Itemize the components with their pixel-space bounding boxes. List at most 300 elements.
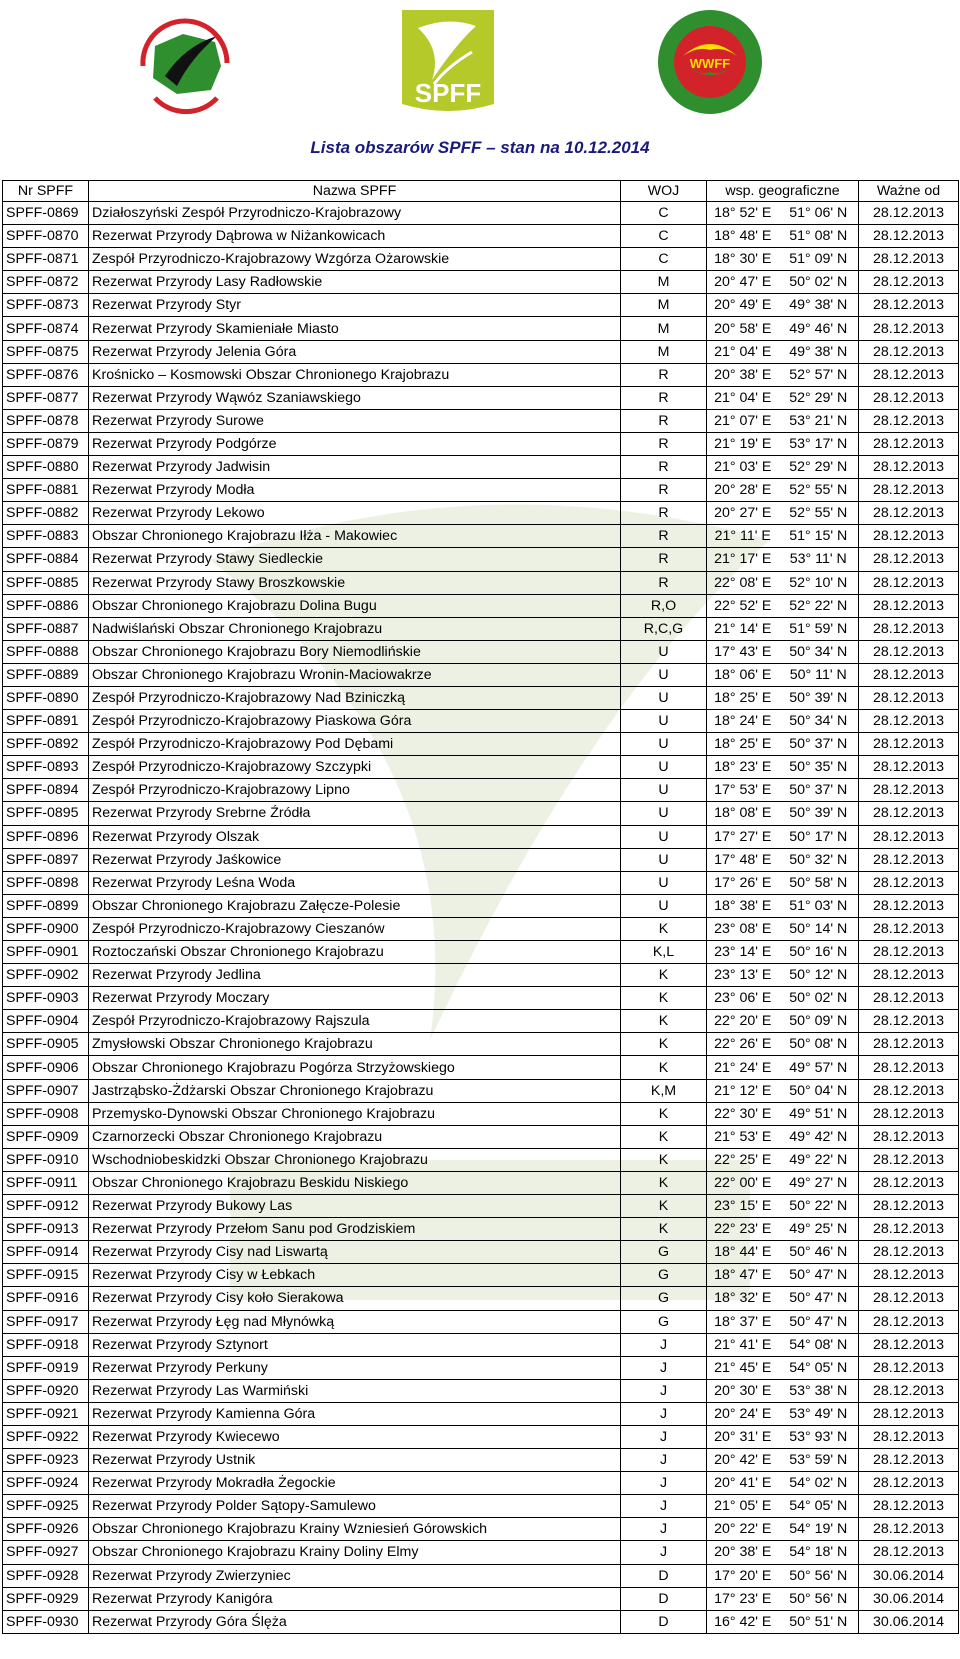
cell-longitude: 21° 03' E bbox=[707, 456, 779, 479]
cell-latitude: 54° 18' N bbox=[779, 1541, 859, 1564]
cell-name: Obszar Chronionego Krajobrazu Krainy Wzniesień Górowskich bbox=[89, 1518, 621, 1541]
cell-valid-from: 28.12.2013 bbox=[859, 871, 959, 894]
cell-woj: U bbox=[621, 686, 707, 709]
cell-woj: D bbox=[621, 1610, 707, 1633]
table-row bbox=[3, 640, 959, 663]
cell-longitude: 21° 17' E bbox=[707, 548, 779, 571]
cell-name: Jastrząbsko-Żdżarski Obszar Chronionego Krajobrazu bbox=[89, 1079, 621, 1102]
cell-name: Zespół Przyrodniczo-Krajobrazowy Pod Dębami bbox=[89, 733, 621, 756]
cell-longitude: 20° 38' E bbox=[707, 363, 779, 386]
cell-longitude: 18° 47' E bbox=[707, 1264, 779, 1287]
cell-latitude: 54° 05' N bbox=[779, 1495, 859, 1518]
cell-woj: J bbox=[621, 1449, 707, 1472]
cell-valid-from: 28.12.2013 bbox=[859, 1449, 959, 1472]
cell-latitude: 49° 46' N bbox=[779, 317, 859, 340]
table-row bbox=[3, 1564, 959, 1587]
table-row bbox=[3, 1033, 959, 1056]
cell-latitude: 53° 38' N bbox=[779, 1379, 859, 1402]
cell-latitude: 50° 11' N bbox=[779, 663, 859, 686]
cell-woj: R bbox=[621, 386, 707, 409]
cell-longitude: 23° 08' E bbox=[707, 917, 779, 940]
cell-valid-from: 28.12.2013 bbox=[859, 248, 959, 271]
cell-woj: U bbox=[621, 802, 707, 825]
cell-name: Rezerwat Przyrody Jadwisin bbox=[89, 456, 621, 479]
cell-latitude: 49° 22' N bbox=[779, 1148, 859, 1171]
cell-latitude: 52° 55' N bbox=[779, 479, 859, 502]
cell-latitude: 51° 15' N bbox=[779, 525, 859, 548]
cell-longitude: 18° 30' E bbox=[707, 248, 779, 271]
cell-valid-from: 28.12.2013 bbox=[859, 1171, 959, 1194]
cell-woj: M bbox=[621, 294, 707, 317]
cell-name: Rezerwat Przyrody Cisy koło Sierakowa bbox=[89, 1287, 621, 1310]
polish-club-flora-fauna-logo bbox=[125, 6, 245, 121]
cell-latitude: 51° 06' N bbox=[779, 202, 859, 225]
cell-longitude: 20° 49' E bbox=[707, 294, 779, 317]
cell-valid-from: 28.12.2013 bbox=[859, 1148, 959, 1171]
table-row bbox=[3, 571, 959, 594]
cell-name: Rezerwat Przyrody Ustnik bbox=[89, 1449, 621, 1472]
table-row bbox=[3, 1079, 959, 1102]
cell-longitude: 21° 14' E bbox=[707, 617, 779, 640]
cell-nr: SPFF-0871 bbox=[3, 248, 89, 271]
cell-valid-from: 28.12.2013 bbox=[859, 363, 959, 386]
cell-nr: SPFF-0892 bbox=[3, 733, 89, 756]
cell-valid-from: 28.12.2013 bbox=[859, 894, 959, 917]
table-row bbox=[3, 1195, 959, 1218]
cell-latitude: 49° 27' N bbox=[779, 1171, 859, 1194]
cell-valid-from: 28.12.2013 bbox=[859, 1033, 959, 1056]
cell-latitude: 50° 35' N bbox=[779, 756, 859, 779]
cell-latitude: 49° 38' N bbox=[779, 340, 859, 363]
cell-latitude: 50° 17' N bbox=[779, 825, 859, 848]
cell-latitude: 50° 56' N bbox=[779, 1587, 859, 1610]
cell-name: Rezerwat Przyrody Lekowo bbox=[89, 502, 621, 525]
cell-valid-from: 28.12.2013 bbox=[859, 710, 959, 733]
cell-valid-from: 28.12.2013 bbox=[859, 1518, 959, 1541]
cell-nr: SPFF-0916 bbox=[3, 1287, 89, 1310]
cell-woj: U bbox=[621, 871, 707, 894]
wwff-logo-text: WWFF bbox=[689, 56, 731, 71]
cell-longitude: 23° 13' E bbox=[707, 964, 779, 987]
cell-nr: SPFF-0922 bbox=[3, 1425, 89, 1448]
cell-latitude: 54° 19' N bbox=[779, 1518, 859, 1541]
page-title: Lista obszarów SPFF – stan na 10.12.2014 bbox=[310, 138, 650, 157]
table-row bbox=[3, 779, 959, 802]
cell-valid-from: 28.12.2013 bbox=[859, 640, 959, 663]
cell-name: Obszar Chronionego Krajobrazu Dolina Bugu bbox=[89, 594, 621, 617]
table-row bbox=[3, 1148, 959, 1171]
cell-woj: C bbox=[621, 248, 707, 271]
cell-latitude: 52° 29' N bbox=[779, 456, 859, 479]
cell-name: Rezerwat Przyrody Podgórze bbox=[89, 432, 621, 455]
cell-latitude: 50° 39' N bbox=[779, 686, 859, 709]
table-row bbox=[3, 1264, 959, 1287]
cell-latitude: 54° 08' N bbox=[779, 1333, 859, 1356]
cell-woj: G bbox=[621, 1310, 707, 1333]
spff-table bbox=[2, 180, 959, 1634]
table-row bbox=[3, 1610, 959, 1633]
cell-latitude: 53° 59' N bbox=[779, 1449, 859, 1472]
cell-latitude: 50° 47' N bbox=[779, 1264, 859, 1287]
cell-woj: K,L bbox=[621, 941, 707, 964]
cell-valid-from: 28.12.2013 bbox=[859, 686, 959, 709]
table-row bbox=[3, 271, 959, 294]
table-row bbox=[3, 294, 959, 317]
cell-name: Rezerwat Przyrody Skamieniałe Miasto bbox=[89, 317, 621, 340]
cell-woj: J bbox=[621, 1541, 707, 1564]
cell-woj: U bbox=[621, 756, 707, 779]
cell-valid-from: 28.12.2013 bbox=[859, 663, 959, 686]
cell-nr: SPFF-0898 bbox=[3, 871, 89, 894]
cell-name: Rezerwat Przyrody Jaśkowice bbox=[89, 848, 621, 871]
cell-latitude: 49° 51' N bbox=[779, 1102, 859, 1125]
column-header-nr: Nr SPFF bbox=[3, 181, 89, 202]
table-row bbox=[3, 848, 959, 871]
cell-latitude: 50° 04' N bbox=[779, 1079, 859, 1102]
cell-latitude: 54° 02' N bbox=[779, 1472, 859, 1495]
cell-woj: J bbox=[621, 1425, 707, 1448]
cell-latitude: 50° 47' N bbox=[779, 1287, 859, 1310]
cell-nr: SPFF-0920 bbox=[3, 1379, 89, 1402]
cell-latitude: 50° 02' N bbox=[779, 271, 859, 294]
table-row bbox=[3, 1125, 959, 1148]
cell-latitude: 50° 47' N bbox=[779, 1310, 859, 1333]
cell-nr: SPFF-0904 bbox=[3, 1010, 89, 1033]
cell-valid-from: 28.12.2013 bbox=[859, 571, 959, 594]
cell-latitude: 49° 38' N bbox=[779, 294, 859, 317]
cell-longitude: 21° 19' E bbox=[707, 432, 779, 455]
cell-valid-from: 28.12.2013 bbox=[859, 1425, 959, 1448]
cell-longitude: 17° 27' E bbox=[707, 825, 779, 848]
cell-woj: J bbox=[621, 1379, 707, 1402]
cell-valid-from: 28.12.2013 bbox=[859, 1472, 959, 1495]
cell-woj: R bbox=[621, 548, 707, 571]
cell-longitude: 23° 06' E bbox=[707, 987, 779, 1010]
cell-woj: G bbox=[621, 1241, 707, 1264]
cell-name: Rezerwat Przyrody Modła bbox=[89, 479, 621, 502]
table-row bbox=[3, 1379, 959, 1402]
cell-nr: SPFF-0912 bbox=[3, 1195, 89, 1218]
table-row bbox=[3, 248, 959, 271]
table-row bbox=[3, 756, 959, 779]
cell-nr: SPFF-0874 bbox=[3, 317, 89, 340]
cell-valid-from: 30.06.2014 bbox=[859, 1564, 959, 1587]
cell-valid-from: 28.12.2013 bbox=[859, 964, 959, 987]
cell-nr: SPFF-0886 bbox=[3, 594, 89, 617]
cell-longitude: 18° 38' E bbox=[707, 894, 779, 917]
cell-valid-from: 28.12.2013 bbox=[859, 756, 959, 779]
cell-name: Rezerwat Przyrody Cisy nad Liswartą bbox=[89, 1241, 621, 1264]
table-row bbox=[3, 1356, 959, 1379]
cell-woj: C bbox=[621, 225, 707, 248]
cell-name: Zespół Przyrodniczo-Krajobrazowy Cieszanów bbox=[89, 917, 621, 940]
cell-nr: SPFF-0881 bbox=[3, 479, 89, 502]
cell-woj: U bbox=[621, 640, 707, 663]
cell-valid-from: 28.12.2013 bbox=[859, 1402, 959, 1425]
cell-nr: SPFF-0901 bbox=[3, 941, 89, 964]
cell-nr: SPFF-0925 bbox=[3, 1495, 89, 1518]
cell-latitude: 51° 03' N bbox=[779, 894, 859, 917]
column-header-coordinates: wsp. geograficzne bbox=[707, 181, 859, 202]
cell-valid-from: 28.12.2013 bbox=[859, 1356, 959, 1379]
cell-valid-from: 28.12.2013 bbox=[859, 1495, 959, 1518]
cell-nr: SPFF-0878 bbox=[3, 409, 89, 432]
cell-longitude: 21° 45' E bbox=[707, 1356, 779, 1379]
cell-valid-from: 28.12.2013 bbox=[859, 987, 959, 1010]
cell-latitude: 52° 55' N bbox=[779, 502, 859, 525]
cell-latitude: 53° 11' N bbox=[779, 548, 859, 571]
cell-name: Rezerwat Przyrody Bukowy Las bbox=[89, 1195, 621, 1218]
cell-nr: SPFF-0907 bbox=[3, 1079, 89, 1102]
cell-valid-from: 28.12.2013 bbox=[859, 1541, 959, 1564]
cell-woj: U bbox=[621, 733, 707, 756]
cell-nr: SPFF-0930 bbox=[3, 1610, 89, 1633]
cell-nr: SPFF-0923 bbox=[3, 1449, 89, 1472]
cell-valid-from: 28.12.2013 bbox=[859, 1056, 959, 1079]
cell-latitude: 50° 09' N bbox=[779, 1010, 859, 1033]
table-row bbox=[3, 1449, 959, 1472]
cell-woj: J bbox=[621, 1356, 707, 1379]
cell-latitude: 50° 08' N bbox=[779, 1033, 859, 1056]
cell-nr: SPFF-0869 bbox=[3, 202, 89, 225]
cell-valid-from: 28.12.2013 bbox=[859, 432, 959, 455]
cell-valid-from: 28.12.2013 bbox=[859, 271, 959, 294]
cell-name: Zespół Przyrodniczo-Krajobrazowy Nad Bziniczką bbox=[89, 686, 621, 709]
wwff-logo bbox=[653, 6, 768, 118]
cell-valid-from: 28.12.2013 bbox=[859, 617, 959, 640]
cell-longitude: 16° 42' E bbox=[707, 1610, 779, 1633]
cell-longitude: 20° 47' E bbox=[707, 271, 779, 294]
cell-longitude: 17° 53' E bbox=[707, 779, 779, 802]
table-row bbox=[3, 317, 959, 340]
cell-woj: R,C,G bbox=[621, 617, 707, 640]
cell-name: Rezerwat Przyrody Styr bbox=[89, 294, 621, 317]
cell-latitude: 51° 59' N bbox=[779, 617, 859, 640]
cell-valid-from: 28.12.2013 bbox=[859, 594, 959, 617]
cell-name: Rezerwat Przyrody Przełom Sanu pod Grodziskiem bbox=[89, 1218, 621, 1241]
cell-nr: SPFF-0891 bbox=[3, 710, 89, 733]
cell-longitude: 22° 26' E bbox=[707, 1033, 779, 1056]
table-row bbox=[3, 432, 959, 455]
cell-nr: SPFF-0879 bbox=[3, 432, 89, 455]
cell-valid-from: 28.12.2013 bbox=[859, 917, 959, 940]
cell-longitude: 20° 28' E bbox=[707, 479, 779, 502]
cell-longitude: 22° 30' E bbox=[707, 1102, 779, 1125]
cell-longitude: 17° 23' E bbox=[707, 1587, 779, 1610]
cell-longitude: 23° 14' E bbox=[707, 941, 779, 964]
cell-valid-from: 28.12.2013 bbox=[859, 1287, 959, 1310]
cell-name: Wschodniobeskidzki Obszar Chronionego Krajobrazu bbox=[89, 1148, 621, 1171]
cell-longitude: 20° 41' E bbox=[707, 1472, 779, 1495]
cell-name: Rezerwat Przyrody Polder Sątopy-Samulewo bbox=[89, 1495, 621, 1518]
cell-latitude: 50° 22' N bbox=[779, 1195, 859, 1218]
table-row bbox=[3, 917, 959, 940]
cell-name: Rezerwat Przyrody Leśna Woda bbox=[89, 871, 621, 894]
cell-longitude: 22° 20' E bbox=[707, 1010, 779, 1033]
cell-nr: SPFF-0873 bbox=[3, 294, 89, 317]
cell-woj: K bbox=[621, 1148, 707, 1171]
cell-nr: SPFF-0927 bbox=[3, 1541, 89, 1564]
cell-name: Rezerwat Przyrody Srebrne Źródła bbox=[89, 802, 621, 825]
cell-name: Zespół Przyrodniczo-Krajobrazowy Wzgórza Ożarowskie bbox=[89, 248, 621, 271]
cell-nr: SPFF-0910 bbox=[3, 1148, 89, 1171]
cell-latitude: 51° 09' N bbox=[779, 248, 859, 271]
cell-longitude: 17° 48' E bbox=[707, 848, 779, 871]
cell-name: Rezerwat Przyrody Surowe bbox=[89, 409, 621, 432]
table-row bbox=[3, 941, 959, 964]
cell-nr: SPFF-0870 bbox=[3, 225, 89, 248]
cell-name: Obszar Chronionego Krajobrazu Pogórza Strzyżowskiego bbox=[89, 1056, 621, 1079]
cell-woj: R bbox=[621, 571, 707, 594]
cell-valid-from: 28.12.2013 bbox=[859, 317, 959, 340]
cell-woj: U bbox=[621, 848, 707, 871]
cell-longitude: 18° 24' E bbox=[707, 710, 779, 733]
cell-valid-from: 28.12.2013 bbox=[859, 456, 959, 479]
cell-valid-from: 28.12.2013 bbox=[859, 386, 959, 409]
cell-valid-from: 28.12.2013 bbox=[859, 1125, 959, 1148]
table-row bbox=[3, 1495, 959, 1518]
cell-valid-from: 28.12.2013 bbox=[859, 1379, 959, 1402]
cell-longitude: 21° 04' E bbox=[707, 340, 779, 363]
cell-longitude: 20° 58' E bbox=[707, 317, 779, 340]
cell-woj: K bbox=[621, 964, 707, 987]
cell-nr: SPFF-0929 bbox=[3, 1587, 89, 1610]
cell-valid-from: 28.12.2013 bbox=[859, 1195, 959, 1218]
cell-longitude: 20° 42' E bbox=[707, 1449, 779, 1472]
cell-latitude: 53° 93' N bbox=[779, 1425, 859, 1448]
cell-nr: SPFF-0889 bbox=[3, 663, 89, 686]
cell-longitude: 21° 24' E bbox=[707, 1056, 779, 1079]
cell-nr: SPFF-0875 bbox=[3, 340, 89, 363]
table-row bbox=[3, 1102, 959, 1125]
cell-valid-from: 28.12.2013 bbox=[859, 525, 959, 548]
cell-nr: SPFF-0913 bbox=[3, 1218, 89, 1241]
cell-name: Rezerwat Przyrody Kanigóra bbox=[89, 1587, 621, 1610]
cell-name: Zespół Przyrodniczo-Krajobrazowy Piaskowa Góra bbox=[89, 710, 621, 733]
cell-nr: SPFF-0909 bbox=[3, 1125, 89, 1148]
cell-latitude: 54° 05' N bbox=[779, 1356, 859, 1379]
table-row bbox=[3, 202, 959, 225]
cell-longitude: 17° 26' E bbox=[707, 871, 779, 894]
cell-name: Rezerwat Przyrody Olszak bbox=[89, 825, 621, 848]
cell-name: Obszar Chronionego Krajobrazu Bory Niemodlińskie bbox=[89, 640, 621, 663]
cell-longitude: 21° 07' E bbox=[707, 409, 779, 432]
table-row bbox=[3, 479, 959, 502]
cell-valid-from: 28.12.2013 bbox=[859, 340, 959, 363]
cell-valid-from: 28.12.2013 bbox=[859, 1218, 959, 1241]
cell-woj: K bbox=[621, 1171, 707, 1194]
table-row bbox=[3, 1241, 959, 1264]
cell-woj: R bbox=[621, 432, 707, 455]
cell-nr: SPFF-0924 bbox=[3, 1472, 89, 1495]
table-row bbox=[3, 987, 959, 1010]
cell-latitude: 50° 34' N bbox=[779, 640, 859, 663]
cell-name: Rezerwat Przyrody Las Warmiński bbox=[89, 1379, 621, 1402]
cell-nr: SPFF-0894 bbox=[3, 779, 89, 802]
cell-name: Rezerwat Przyrody Perkuny bbox=[89, 1356, 621, 1379]
cell-valid-from: 30.06.2014 bbox=[859, 1610, 959, 1633]
cell-nr: SPFF-0876 bbox=[3, 363, 89, 386]
cell-woj: K bbox=[621, 987, 707, 1010]
cell-longitude: 22° 52' E bbox=[707, 594, 779, 617]
cell-valid-from: 28.12.2013 bbox=[859, 294, 959, 317]
cell-nr: SPFF-0887 bbox=[3, 617, 89, 640]
cell-latitude: 52° 10' N bbox=[779, 571, 859, 594]
table-row bbox=[3, 617, 959, 640]
table-row bbox=[3, 1472, 959, 1495]
cell-longitude: 21° 53' E bbox=[707, 1125, 779, 1148]
cell-nr: SPFF-0928 bbox=[3, 1564, 89, 1587]
table-row bbox=[3, 456, 959, 479]
cell-nr: SPFF-0911 bbox=[3, 1171, 89, 1194]
cell-woj: G bbox=[621, 1264, 707, 1287]
cell-nr: SPFF-0895 bbox=[3, 802, 89, 825]
column-header-woj: WOJ bbox=[621, 181, 707, 202]
table-row bbox=[3, 710, 959, 733]
cell-latitude: 50° 46' N bbox=[779, 1241, 859, 1264]
cell-nr: SPFF-0884 bbox=[3, 548, 89, 571]
cell-nr: SPFF-0899 bbox=[3, 894, 89, 917]
cell-name: Działoszyński Zespół Przyrodniczo-Krajobrazowy bbox=[89, 202, 621, 225]
cell-longitude: 18° 52' E bbox=[707, 202, 779, 225]
cell-nr: SPFF-0883 bbox=[3, 525, 89, 548]
cell-latitude: 50° 16' N bbox=[779, 941, 859, 964]
cell-valid-from: 28.12.2013 bbox=[859, 1264, 959, 1287]
cell-nr: SPFF-0877 bbox=[3, 386, 89, 409]
cell-longitude: 20° 27' E bbox=[707, 502, 779, 525]
table-row bbox=[3, 1056, 959, 1079]
cell-valid-from: 28.12.2013 bbox=[859, 941, 959, 964]
cell-woj: C bbox=[621, 202, 707, 225]
cell-woj: U bbox=[621, 663, 707, 686]
cell-woj: U bbox=[621, 710, 707, 733]
cell-name: Rezerwat Przyrody Lasy Radłowskie bbox=[89, 271, 621, 294]
cell-woj: M bbox=[621, 340, 707, 363]
cell-latitude: 53° 49' N bbox=[779, 1402, 859, 1425]
cell-name: Rezerwat Przyrody Jelenia Góra bbox=[89, 340, 621, 363]
cell-latitude: 50° 32' N bbox=[779, 848, 859, 871]
table-row bbox=[3, 964, 959, 987]
cell-name: Przemysko-Dynowski Obszar Chronionego Krajobrazu bbox=[89, 1102, 621, 1125]
cell-woj: U bbox=[621, 779, 707, 802]
cell-latitude: 50° 02' N bbox=[779, 987, 859, 1010]
cell-valid-from: 28.12.2013 bbox=[859, 1333, 959, 1356]
table-row bbox=[3, 1587, 959, 1610]
cell-nr: SPFF-0906 bbox=[3, 1056, 89, 1079]
cell-latitude: 53° 17' N bbox=[779, 432, 859, 455]
cell-latitude: 50° 58' N bbox=[779, 871, 859, 894]
cell-nr: SPFF-0872 bbox=[3, 271, 89, 294]
cell-name: Rezerwat Przyrody Zwierzyniec bbox=[89, 1564, 621, 1587]
cell-longitude: 20° 30' E bbox=[707, 1379, 779, 1402]
cell-valid-from: 30.06.2014 bbox=[859, 1587, 959, 1610]
cell-latitude: 49° 57' N bbox=[779, 1056, 859, 1079]
cell-name: Krośnicko – Kosmowski Obszar Chronionego Krajobrazu bbox=[89, 363, 621, 386]
cell-latitude: 50° 51' N bbox=[779, 1610, 859, 1633]
cell-woj: R bbox=[621, 456, 707, 479]
table-row bbox=[3, 409, 959, 432]
cell-latitude: 50° 12' N bbox=[779, 964, 859, 987]
cell-name: Rezerwat Przyrody Stawy Broszkowskie bbox=[89, 571, 621, 594]
cell-name: Obszar Chronionego Krajobrazu Iłża - Makowiec bbox=[89, 525, 621, 548]
table-row bbox=[3, 663, 959, 686]
cell-latitude: 52° 22' N bbox=[779, 594, 859, 617]
cell-longitude: 21° 04' E bbox=[707, 386, 779, 409]
cell-woj: R bbox=[621, 479, 707, 502]
cell-woj: J bbox=[621, 1402, 707, 1425]
cell-woj: J bbox=[621, 1472, 707, 1495]
cell-longitude: 22° 25' E bbox=[707, 1148, 779, 1171]
